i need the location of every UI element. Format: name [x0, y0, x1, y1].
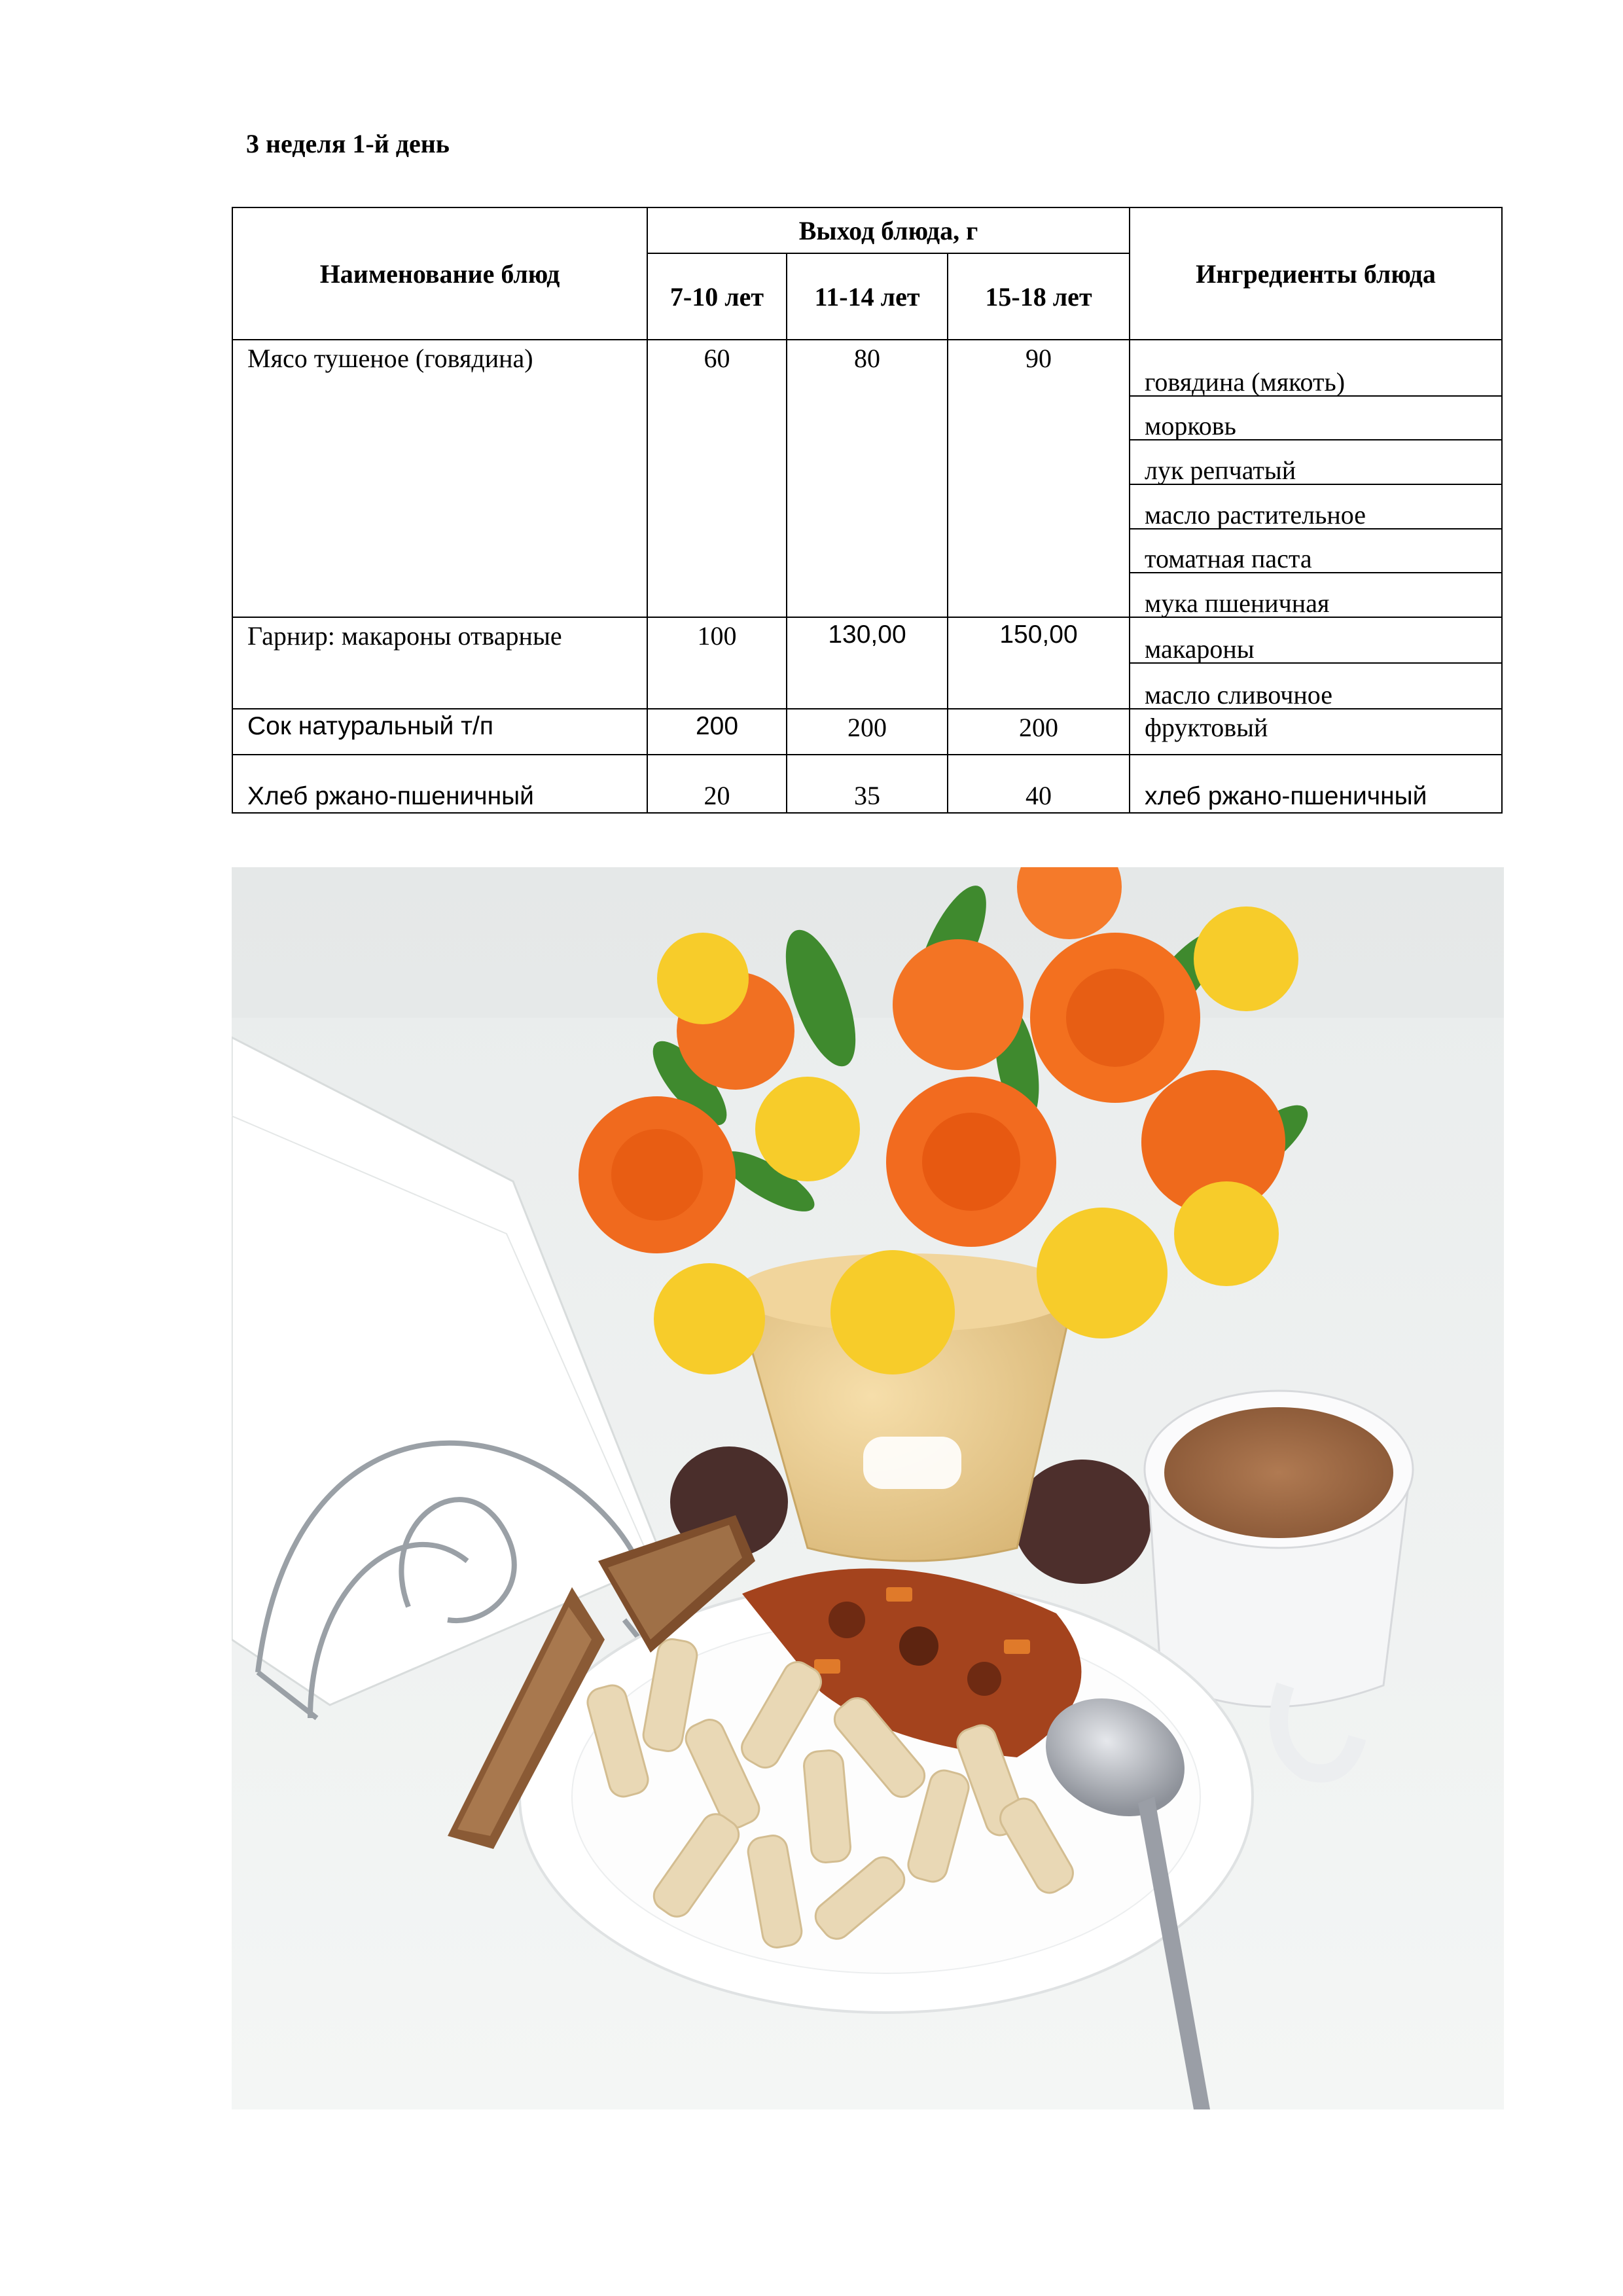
menu-table: [232, 207, 1503, 814]
table-row: [232, 709, 1502, 755]
age-header-11-14: 11-14 лет: [787, 253, 948, 340]
table-header-row: [232, 207, 1502, 253]
ingredients-cell: [1130, 340, 1502, 617]
yield-15-18: 200: [948, 709, 1130, 755]
yield-11-14: 80: [787, 340, 948, 617]
dish-name: Сок натуральный т/п: [232, 709, 647, 755]
dish-name: Хлеб ржано-пшеничный: [232, 755, 647, 813]
ingredient: мука пшеничная: [1130, 572, 1501, 617]
table-row: [232, 755, 1502, 813]
ingredient: фруктовый: [1130, 709, 1502, 755]
yield-15-18: 150,00: [948, 617, 1130, 709]
ingredient: томатная паста: [1130, 528, 1501, 573]
pot-sticker: [863, 1437, 961, 1489]
yield-7-10: 60: [647, 340, 787, 617]
yield-11-14: 35: [787, 755, 948, 813]
ingredient: макароны: [1145, 634, 1255, 664]
yield-7-10: 100: [647, 617, 787, 709]
yield-7-10: 200: [647, 709, 787, 755]
age-header-7-10: 7-10 лет: [647, 253, 787, 340]
ingredient: морковь: [1130, 395, 1501, 440]
ingredient: лук репчатый: [1130, 439, 1501, 484]
dish-name: Гарнир: макароны отварные: [232, 617, 647, 709]
dish-name-header: Наименование блюд: [232, 207, 647, 340]
ingredients-cell: [1130, 617, 1502, 709]
ingredient: хлеб ржано-пшеничный: [1130, 755, 1502, 813]
yield-7-10: 20: [647, 755, 787, 813]
yield-11-14: 200: [787, 709, 948, 755]
ingredient: масло растительное: [1130, 484, 1501, 528]
table-row: [232, 617, 1502, 709]
ingredient: говядина (мякоть): [1145, 367, 1346, 397]
yield-15-18: 40: [948, 755, 1130, 813]
page-heading: 3 неделя 1-й день: [246, 129, 450, 158]
meal-photo: [232, 867, 1504, 2109]
ingredients-header: Ингредиенты блюда: [1130, 207, 1502, 340]
yield-11-14: 130,00: [787, 617, 948, 709]
table-row: [232, 340, 1502, 617]
yield-header: Выход блюда, г: [647, 207, 1130, 253]
yield-15-18: 90: [948, 340, 1130, 617]
candy-icon: [1014, 1460, 1151, 1584]
dish-name: Мясо тушеное (говядина): [232, 340, 647, 617]
ingredient: масло сливочное: [1130, 662, 1501, 708]
age-header-15-18: 15-18 лет: [948, 253, 1130, 340]
